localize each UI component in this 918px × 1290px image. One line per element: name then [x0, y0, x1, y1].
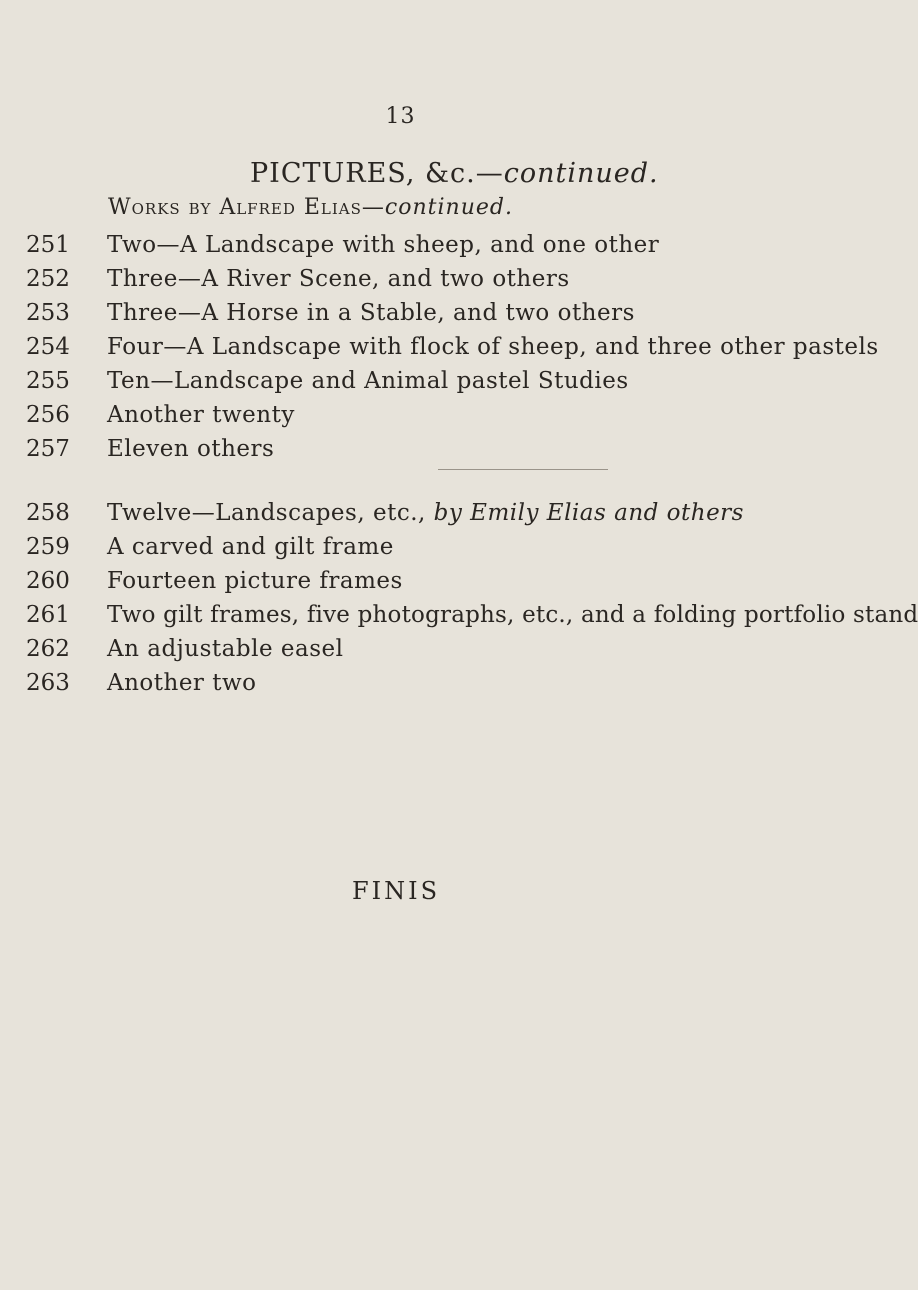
lot-number: 254 [26, 334, 70, 360]
artist-subheading-prefix: Works by Alfred Elias— [108, 195, 385, 220]
lot-description [107, 497, 744, 529]
lot-description-plain: Twelve—Landscapes, etc., [107, 500, 434, 526]
lot-description: Three—A Horse in a Stable, and two others [107, 300, 635, 326]
lot-number: 262 [26, 636, 70, 662]
lot-number: 255 [26, 368, 70, 394]
lot-number: 252 [26, 266, 70, 292]
artist-subheading-continued: continued. [384, 195, 513, 220]
lot-number: 253 [26, 300, 70, 326]
section-divider [438, 469, 608, 470]
lot-description: Three—A River Scene, and two others [107, 266, 570, 292]
artist-subheading [108, 195, 513, 220]
lot-description: Four—A Landscape with flock of sheep, and three other pastels [107, 334, 879, 360]
section-heading [250, 158, 659, 189]
lot-description: Another two [107, 670, 257, 696]
lot-number: 258 [26, 500, 70, 526]
lot-number: 251 [26, 232, 70, 258]
lot-number: 263 [26, 670, 70, 696]
lot-description: Two—A Landscape with sheep, and one other [107, 232, 660, 258]
section-heading-continued: continued. [503, 158, 659, 189]
finis-mark: FINIS [352, 877, 441, 905]
lot-description: A carved and gilt frame [107, 534, 394, 560]
lot-description: Eleven others [107, 436, 275, 462]
page-number: 13 [385, 104, 416, 129]
lot-number: 257 [26, 436, 70, 462]
lot-number: 259 [26, 534, 70, 560]
lot-description: Another twenty [107, 402, 295, 428]
lot-description: An adjustable easel [107, 636, 344, 662]
lot-number: 261 [26, 602, 70, 628]
lot-description-attribution: by Emily Elias and others [433, 500, 744, 526]
lot-description: Two gilt frames, five photographs, etc., and a folding portfolio stand [107, 602, 918, 628]
section-heading-main: PICTURES, &c.— [250, 158, 504, 189]
lot-description: Fourteen picture frames [107, 568, 403, 594]
lot-number: 256 [26, 402, 70, 428]
lot-number: 260 [26, 568, 70, 594]
lot-description: Ten—Landscape and Animal pastel Studies [107, 368, 629, 394]
